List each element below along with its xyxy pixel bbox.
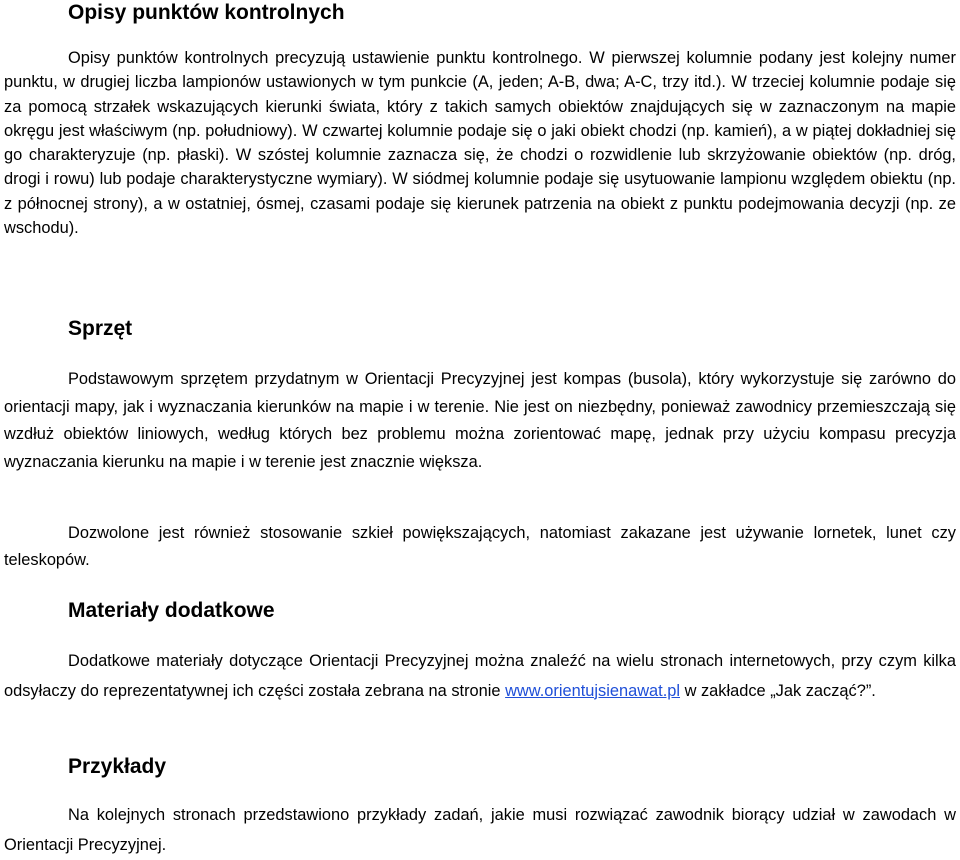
paragraph-sprzet-kompas (4, 366, 956, 476)
heading-przyklady: Przykłady (68, 755, 167, 778)
paragraph-przyklady (4, 801, 956, 860)
paragraph-sprzet-szkla-text: Dozwolone jest również stosowanie szkieł powiększających, natomiast zakazane jest używanie lornetek, lunet czy teleskopów. (4, 524, 956, 569)
paragraph-opisy-punktow-text: Opisy punktów kontrolnych precyzują ustawienie punktu kontrolnego. W pierwszej kolumnie podany jest kolejny numer punktu, w drugiej liczba lampionów ustawionych w tym punkcie (A, jeden; A-B, dwa; A-C, trzy itd.). W trzeciej kolumnie podaje się za pomocą strzałek wskazujących kierunki świata, który z takich samych obiektów znajdujących się w zaznaczonym na mapie okręgu jest właściwym (np. południowy). W czwartej kolumnie podaje się o jaki obiekt chodzi (np. kamień), a w piątej dokładniej się go charakteryzuje (np. płaski). W szóstej kolumnie zaznacza się, że chodzi o rozwidlenie lub skrzyżowanie obiektów (np. dróg, drogi i rowu) lub podaje charakterystyczne wymiary). W siódmej kolumnie podaje się usytuowanie lampionu względem obiektu (np. z północnej strony), a w ostatniej, ósmej, czasami podaje się kierunek patrzenia na obiekt z punktu podejmowania decyzji (np. ze wschodu). (4, 49, 956, 238)
paragraph-przyklady-text: Na kolejnych stronach przedstawiono przykłady zadań, jakie musi rozwiązać zawodnik biorący udział w zawodach w Orientacji Precyzyjnej. (4, 806, 956, 854)
orientujsienawat-link[interactable]: www.orientujsienawat.pl (505, 681, 681, 700)
paragraph-sprzet-szkla (4, 520, 956, 574)
paragraph-materialy-dodatkowe (4, 647, 956, 706)
heading-opisy-punktow: Opisy punktów kontrolnych (68, 1, 345, 24)
paragraph-opisy-punktow (4, 46, 956, 240)
paragraph-materialy-text-after-link: w zakładce „Jak zacząć?”. (680, 681, 876, 700)
heading-materialy-dodatkowe: Materiały dodatkowe (68, 599, 275, 622)
heading-sprzet: Sprzęt (68, 317, 133, 340)
paragraph-sprzet-kompas-text: Podstawowym sprzętem przydatnym w Orientacji Precyzyjnej jest kompas (busola), który wykorzystuje się zarówno do orientacji mapy, jak i wyznaczania kierunków na mapie i w terenie. Nie jest on niezbędny, ponieważ zawodnicy przemieszczają się wzdłuż obiektów liniowych, według których bez problemu można zorientować mapę, jednak przy użyciu kompasu precyzja wyznaczania kierunku na mapie i w terenie jest znacznie większa. (4, 370, 956, 471)
paragraph-materialy-text-before-link: Dodatkowe materiały dotyczące Orientacji Precyzyjnej można znaleźć na wielu stronach internetowych, przy czym kilka odsyłaczy do reprezentatywnej ich części została zebrana na stronie (4, 652, 956, 700)
